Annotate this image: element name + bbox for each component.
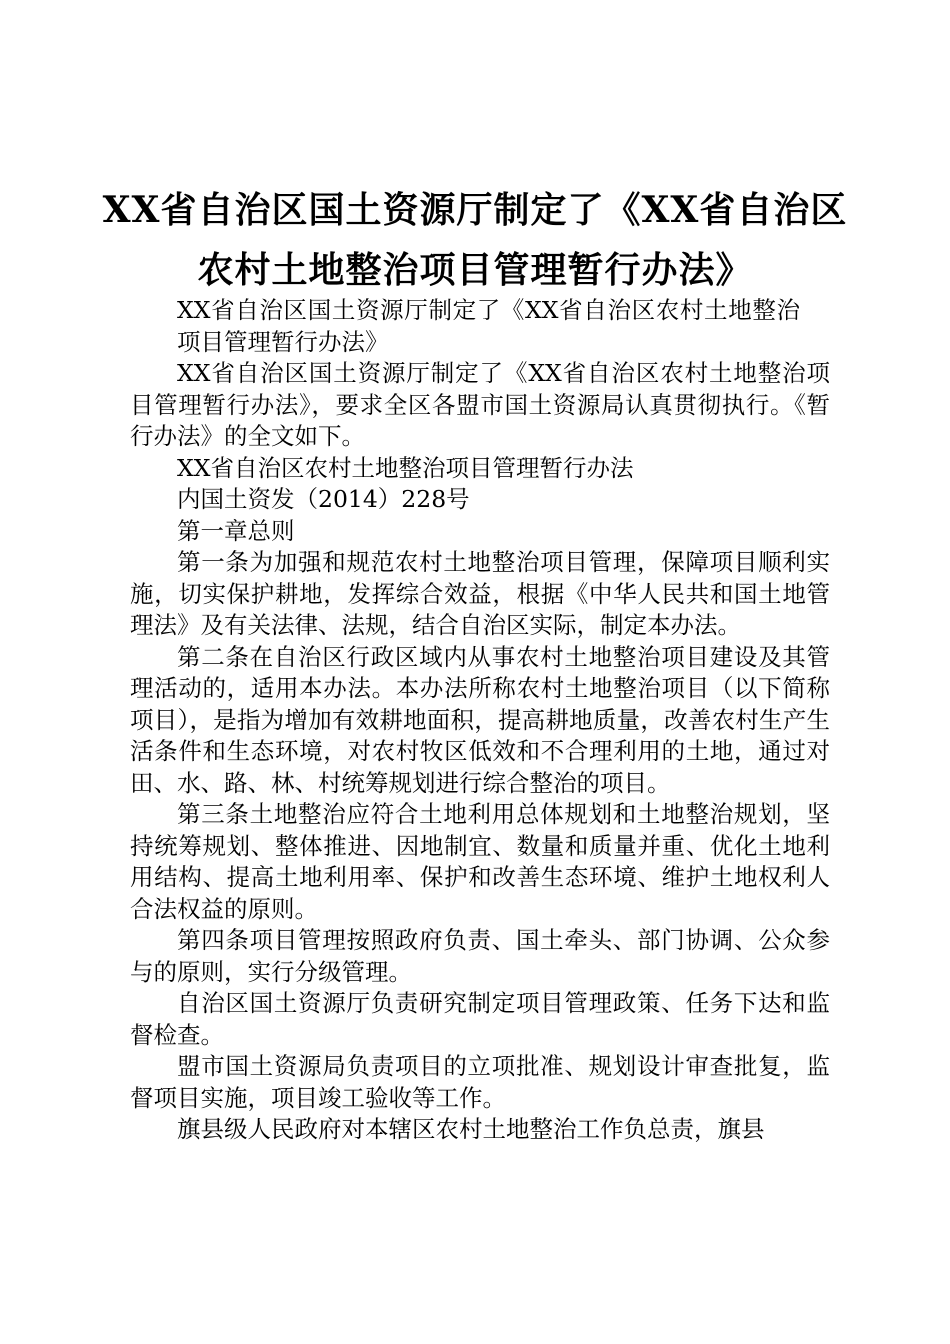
- paragraph-intro: XX省自治区国土资源厅制定了《XX省自治区农村土地整治项目管理暂行办法》，要求全区各盟市国土资源局认真贯彻执行。《暂行办法》的全文如下。: [130, 359, 830, 450]
- paragraph-chapter-one: 第一章总则: [177, 516, 295, 545]
- paragraph-article-4: 第四条项目管理按照政府负责、国土牵头、部门协调、公众参与的原则，实行分级管理。: [130, 926, 830, 986]
- paragraph-autonomous-region-duties: 自治区国土资源厅负责研究制定项目管理政策、任务下达和监督检查。: [130, 989, 830, 1049]
- paragraph-article-3: 第三条土地整治应符合土地利用总体规划和土地整治规划，坚持统筹规划、整体推进、因地制宜、数量和质量并重、优化土地利用结构、提高土地利用率、保护和改善生态环境、维护土地权利人合法权益的原则。: [130, 800, 830, 923]
- paragraph-article-1: 第一条为加强和规范农村土地整治项目管理，保障项目顺利实施，切实保护耕地，发挥综合效益，根据《中华人民共和国土地管理法》及有关法律、法规，结合自治区实际，制定本办法。: [130, 548, 830, 639]
- paragraph-measures-title: XX省自治区农村土地整治项目管理暂行办法: [177, 453, 634, 482]
- document-title-line-1: XX省自治区国土资源厅制定了《XX省自治区: [102, 189, 848, 231]
- paragraph-doc-number: 内国土资发（2014）228号: [177, 485, 470, 513]
- document-body: [130, 295, 830, 1146]
- paragraph-league-city-duties: 盟市国土资源局负责项目的立项批准、规划设计审查批复，监督项目实施，项目竣工验收等工作。: [130, 1052, 830, 1112]
- heading-block: XX省自治区国土资源厅制定了《XX省自治区农村土地整治项目管理暂行办法》: [177, 296, 800, 356]
- paragraph-article-2: 第二条在自治区行政区域内从事农村土地整治项目建设及其管理活动的，适用本办法。本办法所称农村土地整治项目（以下简称项目），是指为增加有效耕地面积，提高耕地质量，改善农村生产生活条件和生态环境，对农村牧区低效和不合理利用的土地，通过对田、水、路、林、村统筹规划进行综合整治的项目。: [130, 642, 830, 797]
- document-title-line-2: 农村土地整治项目管理暂行办法》: [197, 249, 753, 291]
- paragraph-county-duties: 旗县级人民政府对本辖区农村土地整治工作负总责，旗县: [177, 1115, 765, 1143]
